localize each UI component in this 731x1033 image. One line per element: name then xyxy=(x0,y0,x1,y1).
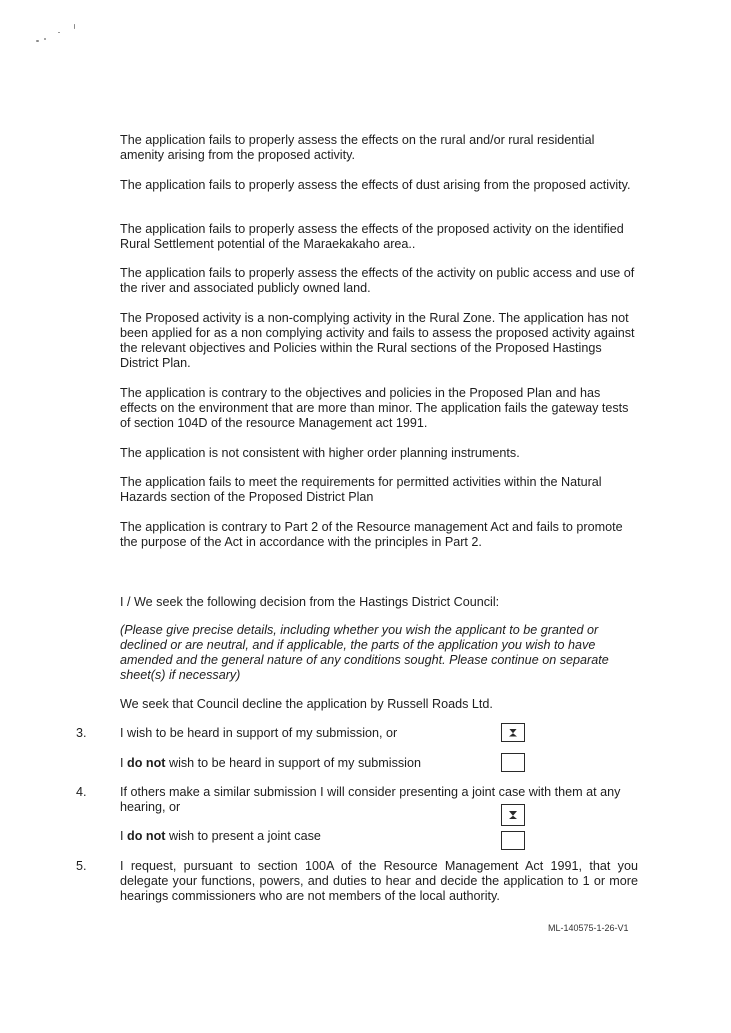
ground-amenity: The application fails to properly assess the effects on the rural and/or rural residential amenity arising from the proposed activity. xyxy=(120,133,595,162)
item-5-commissioners-request: I request, pursuant to section 100A of the Resource Management Act 1991, that you delegate your functions, powers, and duties to hear and decide the application to 1 or more hearings commissioners who are not members of the local authority. xyxy=(120,859,638,903)
do-not-emphasis: do not xyxy=(127,829,166,843)
decision-response: We seek that Council decline the application by Russell Roads Ltd. xyxy=(120,697,493,711)
document-code: ML-140575-1-26-V1 xyxy=(548,923,629,933)
ground-gateway-tests: The application is contrary to the objectives and policies in the Proposed Plan and has effects on the environment that are more than minor. The application fails the gateway tests of section 104D of the resource Management act 1991. xyxy=(120,386,629,430)
ground-dust: The application fails to properly assess the effects of dust arising from the proposed activity. xyxy=(120,178,631,192)
item-3-not-heard-label: I do not wish to be heard in support of my submission xyxy=(120,756,421,770)
item-4-number: 4. xyxy=(76,785,87,799)
ground-non-complying: The Proposed activity is a non-complying activity in the Rural Zone. The application has not been applied for as a non complying activity and fails to assess the proposed activity against the relevant objectives and Policies within the Rural sections of the Proposed Hastings District Plan. xyxy=(120,311,635,370)
item-3-number: 3. xyxy=(76,726,87,740)
scan-specks xyxy=(30,20,180,50)
ground-natural-hazards: The application fails to meet the requirements for permitted activities within the Natural Hazards section of the Proposed District Plan xyxy=(120,475,602,504)
not-joint-case-checkbox[interactable] xyxy=(501,831,525,850)
item-3-heard-label: I wish to be heard in support of my submission, or xyxy=(120,726,398,740)
ground-part-2: The application is contrary to Part 2 of the Resource management Act and fails to promote the purpose of the Act in accordance with the principles in Part 2. xyxy=(120,520,623,549)
decision-heading: I / We seek the following decision from the Hastings District Council: xyxy=(120,595,500,609)
ground-public-access: The application fails to properly assess the effects of the activity on public access and use of the river and associated publicly owned land. xyxy=(120,266,635,295)
item-5-number: 5. xyxy=(76,859,87,873)
heard-checkbox[interactable] xyxy=(501,723,525,742)
check-mark-icon xyxy=(509,729,517,737)
ground-rural-settlement: The application fails to properly assess the effects of the proposed activity on the identified Rural Settlement potential of the Maraekakaho area.. xyxy=(120,222,624,251)
decision-instructions: (Please give precise details, including whether you wish the applicant to be granted or declined or are neutral, and if applicable, the parts of the application you wish to have amended and the general nature of any conditions sought. Please continue on separate sheet(s) if necessary) xyxy=(120,623,609,682)
do-not-emphasis: do not xyxy=(127,756,166,770)
not-heard-checkbox[interactable] xyxy=(501,753,525,772)
item-4-not-joint-label: I do not wish to present a joint case xyxy=(120,829,321,843)
item-4-joint-label: If others make a similar submission I will consider presenting a joint case with them at any hearing, or xyxy=(120,785,621,814)
joint-case-checkbox[interactable] xyxy=(501,804,525,826)
ground-planning-instruments: The application is not consistent with higher order planning instruments. xyxy=(120,446,520,460)
check-mark-icon xyxy=(509,811,517,819)
